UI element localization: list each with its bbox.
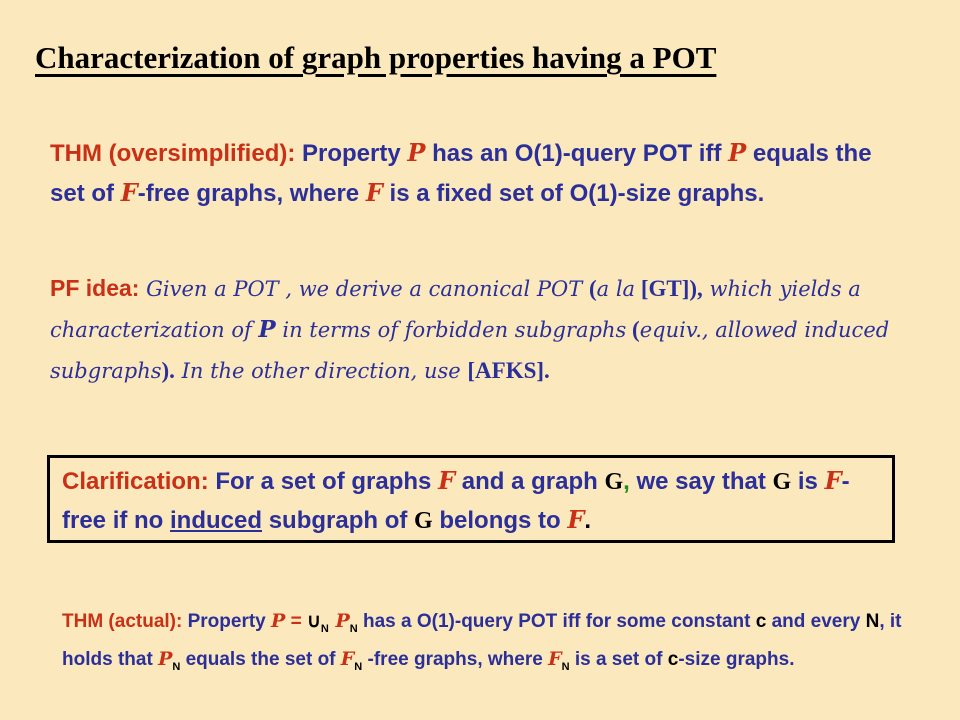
thm2-symbol-f: F [340,647,355,670]
clar-text: -free if no [62,468,850,534]
pf-text: [GT]), [635,276,703,301]
clar-text: and a graph [455,468,605,495]
thm2-sub: N [172,660,181,673]
thm2-sub: N [349,622,358,635]
thm2-sub: N [354,660,363,673]
thm1-text: Property [295,140,408,167]
thm2-text: -free graphs, where [362,648,549,670]
thm2-union: ∪ [306,611,321,632]
thm2-const-c: c [755,611,767,632]
clar-symbol-f: F [567,505,585,534]
thm2-const-c: c [667,648,679,670]
thm2-text: -size graphs. [678,648,795,670]
thm2-sub: N [561,660,570,673]
pf-text: in terms of forbidden subgraphs [275,318,627,342]
thm2-sub: N [320,622,329,635]
clar-period: . [584,507,592,534]
pf-text: ( [588,276,597,301]
thm2-symbol-p: P [271,610,286,632]
thm1-text: is a fixed set of O(1)-size graphs. [382,180,765,207]
pf-text: equiv., allowed induced subgraphs [50,318,890,383]
pf-label: PF idea: [50,275,140,301]
thm2-symbol-p: P [328,610,350,632]
thm2-symbol-f: F [548,647,562,670]
clar-comma: , [623,468,630,495]
thm2-symbol-p: P [158,647,173,670]
thm1-symbol-p: P [728,138,747,167]
clar-graph-g: G [604,469,624,495]
thm2-n: N [865,611,880,632]
thm1-text: -free graphs, where [137,180,366,207]
thm1-symbol-p: P [407,138,426,167]
thm1-label: THM (oversimplified): [50,140,296,167]
pf-text: Given a POT , we derive a canonical POT [139,277,589,301]
thm2-text: has a O(1)-query POT iff for some constant [357,611,756,632]
proof-idea [50,268,930,391]
thm1-text: equals the set of [50,140,872,207]
pf-text: a la [596,277,636,301]
thm2-text: Property [182,611,272,632]
theorem-actual [62,606,912,682]
clar-graph-g: G [772,469,792,495]
clar-graph-g: G [414,508,433,534]
pf-text: In the other direction, use [174,359,468,383]
pf-symbol-p: P [258,316,276,343]
pf-text: ( [626,317,640,342]
slide-title: Characterization of graph properties having a POT [35,40,717,75]
clar-text: we say that [629,468,773,495]
clar-text: is [791,468,825,495]
thm2-text: and every [766,611,866,632]
clar-text: subgraph of [262,507,415,534]
clar-text: For a set of graphs [208,468,439,495]
clarification [62,462,882,540]
thm2-text: equals the set of [180,648,341,670]
thm2-text: is a set of [569,648,668,670]
thm2-label: THM (actual): [62,611,183,632]
thm1-text: has an O(1)-query POT iff [425,140,729,167]
thm2-equals: = [285,611,307,632]
pf-text: ). [161,358,175,383]
clar-label: Clarification: [62,468,209,495]
pf-text: [AFKS]. [467,358,550,383]
theorem-oversimplified [50,133,910,213]
clar-symbol-f: F [438,466,456,495]
clar-induced: induced [170,507,263,534]
thm1-symbol-f: F [365,178,383,207]
clar-symbol-f: F [824,466,842,495]
pf-text: which yields a characterization of [50,277,861,342]
thm1-symbol-f: F [120,178,138,207]
clar-text: belongs to [432,507,568,534]
thm2-text: , it holds that [62,611,902,670]
